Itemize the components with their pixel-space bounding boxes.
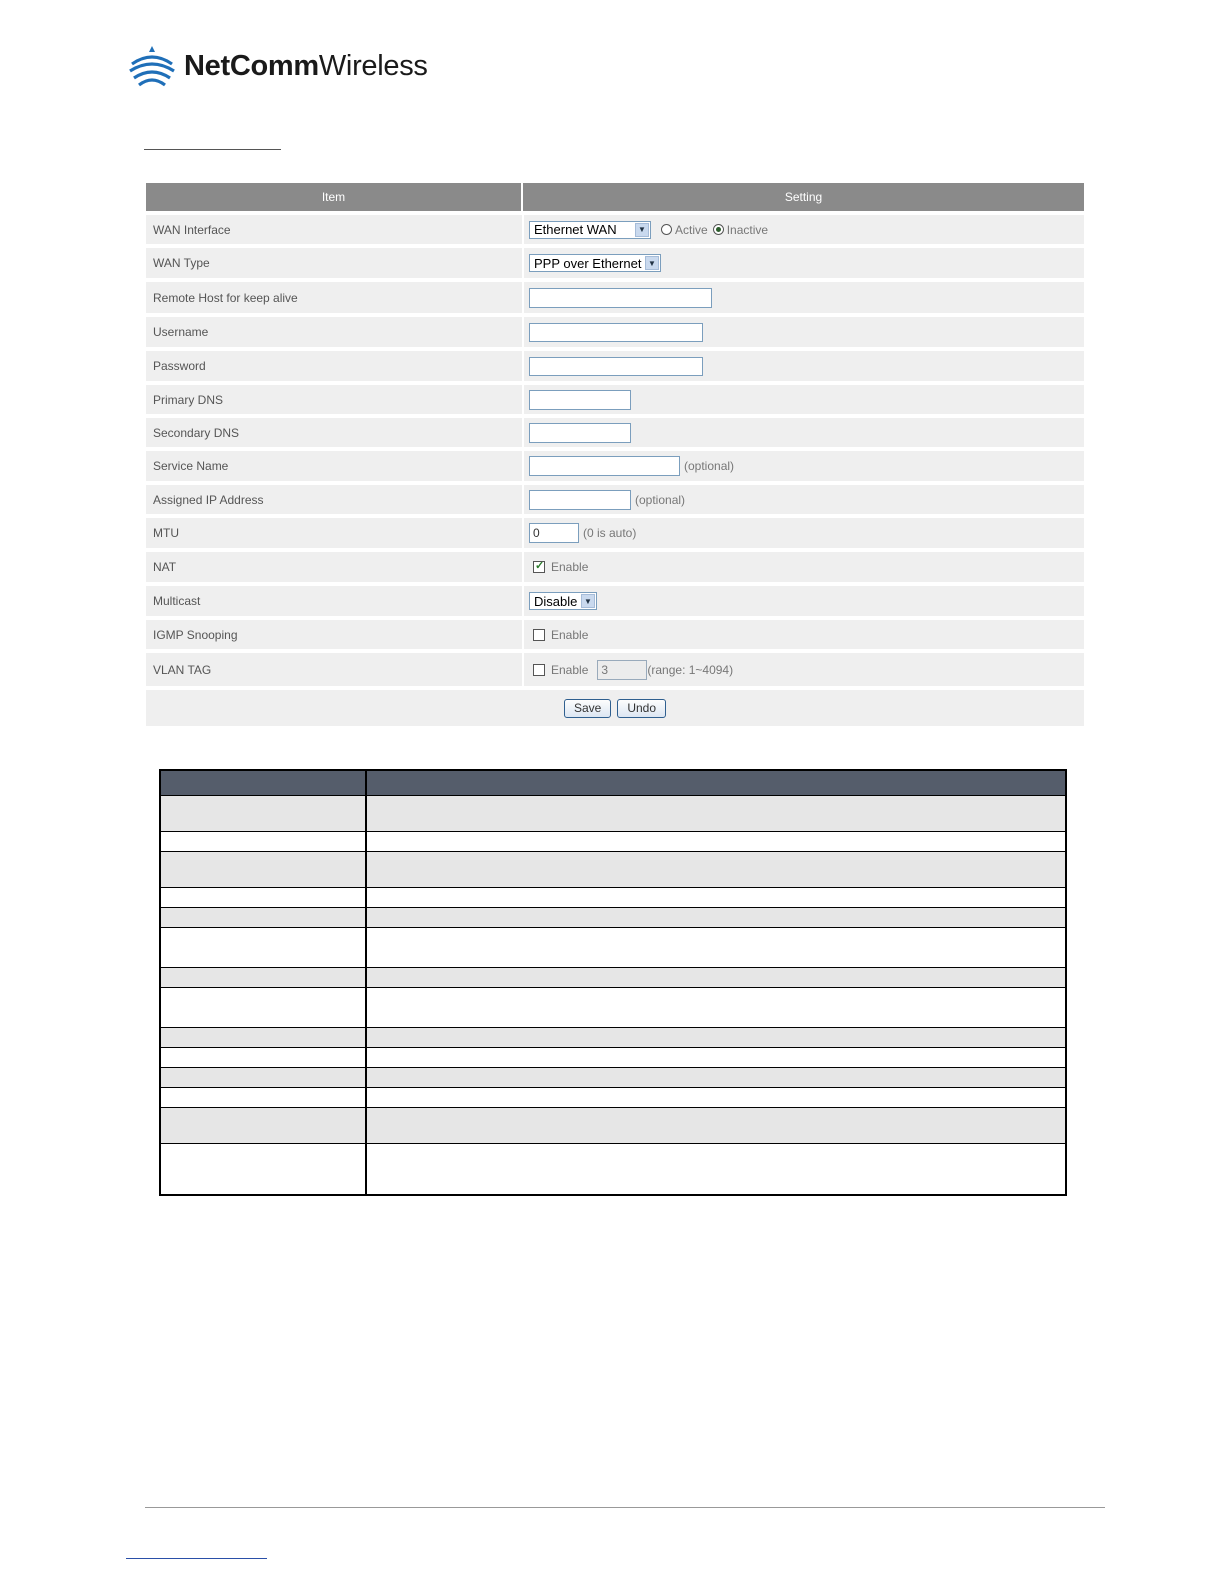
table-header: [146, 183, 1084, 211]
service-name-input[interactable]: [529, 456, 680, 476]
mtu-label: MTU: [146, 518, 522, 548]
primary-dns-input[interactable]: [529, 390, 631, 410]
service-name-label: Service Name: [146, 451, 522, 481]
description-table-header: [161, 771, 1065, 796]
wan-interface-label: WAN Interface: [146, 215, 522, 244]
button-row: [146, 690, 1084, 726]
description-table: [159, 769, 1067, 1196]
row-username: [146, 317, 1084, 347]
footer-rule: [145, 1507, 1105, 1508]
row-multicast: [146, 586, 1084, 616]
row-remote-host: [146, 282, 1084, 313]
mtu-note: (0 is auto): [583, 526, 637, 540]
header-setting: Setting: [523, 183, 1084, 211]
table-row: [161, 1048, 1065, 1068]
password-input[interactable]: [529, 357, 703, 376]
undo-button[interactable]: Undo: [617, 699, 666, 718]
table-row: [161, 1068, 1065, 1088]
secondary-dns-input[interactable]: [529, 423, 631, 443]
secondary-dns-label: Secondary DNS: [146, 418, 522, 447]
username-label: Username: [146, 317, 522, 347]
nat-checkbox-label: Enable: [551, 560, 589, 574]
row-mtu: [146, 518, 1084, 548]
row-nat: [146, 552, 1084, 582]
service-name-note: (optional): [684, 459, 735, 473]
chevron-down-icon: ▼: [635, 223, 649, 237]
row-service-name: [146, 451, 1084, 481]
row-assigned-ip: [146, 485, 1084, 514]
primary-dns-label: Primary DNS: [146, 385, 522, 414]
chevron-down-icon: ▼: [581, 594, 595, 608]
remote-host-label: Remote Host for keep alive: [146, 282, 522, 313]
row-password: [146, 351, 1084, 381]
table-row: [161, 832, 1065, 852]
multicast-label: Multicast: [146, 586, 522, 616]
table-row: [161, 1088, 1065, 1108]
vlan-tag-note: (range: 1~4094): [647, 662, 734, 677]
nat-checkbox[interactable]: [533, 561, 545, 573]
active-radio-label: Active: [675, 222, 708, 237]
nat-label: NAT: [146, 552, 522, 582]
heading-underline: [144, 149, 281, 150]
table-row: [161, 988, 1065, 1028]
row-igmp-snooping: [146, 620, 1084, 649]
active-radio[interactable]: [661, 224, 672, 235]
inactive-radio[interactable]: [713, 224, 724, 235]
inactive-radio-label: Inactive: [726, 222, 769, 237]
mtu-input[interactable]: [529, 523, 579, 543]
row-vlan-tag: [146, 653, 1084, 686]
vlan-tag-input[interactable]: [597, 660, 647, 680]
table-row: [161, 796, 1065, 832]
username-input[interactable]: [529, 323, 703, 342]
vlan-tag-checkbox[interactable]: [533, 664, 545, 676]
igmp-snooping-checkbox-label: Enable: [551, 627, 589, 642]
igmp-snooping-label: IGMP Snooping: [146, 620, 522, 649]
vlan-tag-label: VLAN TAG: [146, 653, 522, 686]
row-wan-interface: [146, 215, 1084, 244]
table-row: [161, 1028, 1065, 1048]
table-row: [161, 1108, 1065, 1144]
password-label: Password: [146, 351, 522, 381]
wifi-logo-icon: [128, 44, 176, 88]
vlan-tag-checkbox-label: Enable: [551, 662, 589, 677]
header-item: Item: [146, 183, 521, 211]
assigned-ip-note: (optional): [635, 492, 686, 507]
chevron-down-icon: ▼: [645, 256, 659, 270]
table-row: [161, 928, 1065, 968]
netcomm-logo: [128, 44, 428, 88]
remote-host-input[interactable]: [529, 288, 712, 308]
table-row: [161, 888, 1065, 908]
wan-type-label: WAN Type: [146, 248, 522, 278]
logo-text: NetCommWireless: [184, 49, 428, 82]
igmp-snooping-checkbox[interactable]: [533, 629, 545, 641]
save-button[interactable]: Save: [564, 699, 611, 718]
assigned-ip-label: Assigned IP Address: [146, 485, 522, 514]
assigned-ip-input[interactable]: [529, 490, 631, 510]
table-row: [161, 852, 1065, 888]
wan-interface-select[interactable]: Ethernet WAN ▼: [529, 221, 651, 239]
wan-settings-table: [146, 183, 1084, 726]
row-wan-type: [146, 248, 1084, 278]
footer-link-underline: [126, 1558, 267, 1559]
wan-type-select[interactable]: PPP over Ethernet ▼: [529, 254, 661, 272]
multicast-select[interactable]: Disable ▼: [529, 592, 597, 610]
row-secondary-dns: [146, 418, 1084, 447]
row-primary-dns: [146, 385, 1084, 414]
table-row: [161, 1144, 1065, 1194]
table-row: [161, 968, 1065, 988]
table-row: [161, 908, 1065, 928]
